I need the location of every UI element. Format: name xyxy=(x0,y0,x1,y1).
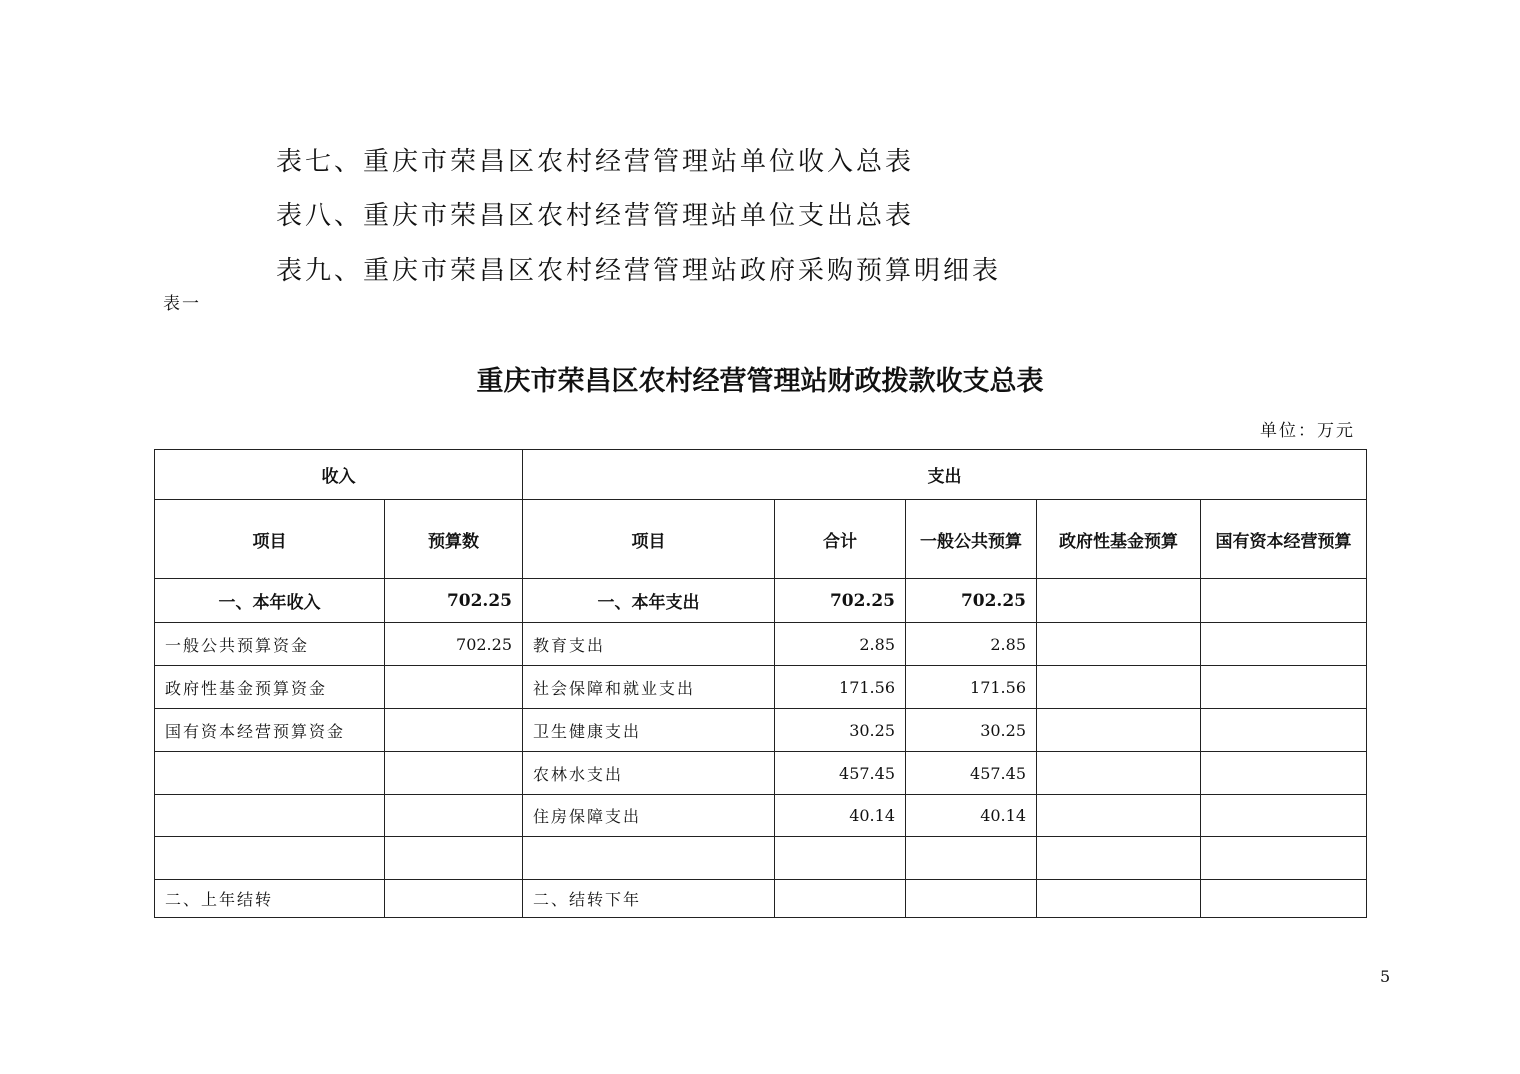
income-group-header: 收入 xyxy=(155,450,523,500)
cell-gov-fund xyxy=(1037,837,1201,880)
table-label: 表一 xyxy=(163,294,201,314)
cell-income-budget: 702.25 xyxy=(385,579,523,623)
cell-income-item xyxy=(155,837,385,880)
cell-expense-item: 住房保障支出 xyxy=(523,795,775,837)
expense-group-header: 支出 xyxy=(523,450,1367,500)
cell-state-capital xyxy=(1201,752,1367,795)
cell-income-budget xyxy=(385,752,523,795)
cell-income-item: 政府性基金预算资金 xyxy=(155,666,385,709)
table-title: 重庆市荣昌区农村经营管理站财政拨款收支总表 xyxy=(476,366,1044,397)
cell-state-capital xyxy=(1201,837,1367,880)
cell-expense-item: 二、结转下年 xyxy=(523,880,775,918)
cell-total xyxy=(775,880,906,918)
cell-income-item xyxy=(155,752,385,795)
table-row xyxy=(155,623,1367,666)
cell-income-item: 二、上年结转 xyxy=(155,880,385,918)
col-header-total: 合计 xyxy=(775,500,906,579)
col-header-income-budget: 预算数 xyxy=(385,500,523,579)
cell-total: 30.25 xyxy=(775,709,906,752)
table-row xyxy=(155,752,1367,795)
cell-general-public: 30.25 xyxy=(906,709,1037,752)
cell-total: 2.85 xyxy=(775,623,906,666)
table-row xyxy=(155,880,1367,918)
cell-gov-fund xyxy=(1037,579,1201,623)
col-header-income-item: 项目 xyxy=(155,500,385,579)
cell-expense-item: 农林水支出 xyxy=(523,752,775,795)
cell-income-budget xyxy=(385,666,523,709)
cell-income-budget xyxy=(385,795,523,837)
cell-income-item: 一、本年收入 xyxy=(155,579,385,623)
table-row xyxy=(155,666,1367,709)
cell-total xyxy=(775,837,906,880)
cell-general-public xyxy=(906,880,1037,918)
cell-income-item xyxy=(155,795,385,837)
cell-state-capital xyxy=(1201,579,1367,623)
cell-general-public: 171.56 xyxy=(906,666,1037,709)
cell-income-item: 一般公共预算资金 xyxy=(155,623,385,666)
cell-income-budget xyxy=(385,709,523,752)
cell-state-capital xyxy=(1201,880,1367,918)
page-number: 5 xyxy=(1380,967,1391,986)
cell-general-public: 2.85 xyxy=(906,623,1037,666)
cell-gov-fund xyxy=(1037,623,1201,666)
cell-income-budget xyxy=(385,880,523,918)
cell-income-budget: 702.25 xyxy=(385,623,523,666)
cell-gov-fund xyxy=(1037,666,1201,709)
intro-list-item: 表八、重庆市荣昌区农村经营管理站单位支出总表 xyxy=(276,201,915,231)
cell-state-capital xyxy=(1201,709,1367,752)
cell-gov-fund xyxy=(1037,795,1201,837)
col-header-state-capital: 国有资本经营预算 xyxy=(1201,500,1367,579)
cell-expense-item: 卫生健康支出 xyxy=(523,709,775,752)
group-header-row xyxy=(155,450,1367,500)
table-row xyxy=(155,579,1367,623)
col-header-expense-item: 项目 xyxy=(523,500,775,579)
intro-list-item: 表七、重庆市荣昌区农村经营管理站单位收入总表 xyxy=(276,147,915,177)
cell-total: 457.45 xyxy=(775,752,906,795)
cell-total: 171.56 xyxy=(775,666,906,709)
cell-gov-fund xyxy=(1037,880,1201,918)
cell-state-capital xyxy=(1201,623,1367,666)
col-header-general-public: 一般公共预算 xyxy=(906,500,1037,579)
col-header-gov-fund: 政府性基金预算 xyxy=(1037,500,1201,579)
cell-state-capital xyxy=(1201,666,1367,709)
table-row xyxy=(155,837,1367,880)
cell-gov-fund xyxy=(1037,752,1201,795)
cell-state-capital xyxy=(1201,795,1367,837)
table-row xyxy=(155,709,1367,752)
cell-general-public: 457.45 xyxy=(906,752,1037,795)
cell-expense-item: 社会保障和就业支出 xyxy=(523,666,775,709)
cell-total: 702.25 xyxy=(775,579,906,623)
cell-income-item: 国有资本经营预算资金 xyxy=(155,709,385,752)
column-header-row xyxy=(155,500,1367,579)
cell-expense-item xyxy=(523,837,775,880)
cell-total: 40.14 xyxy=(775,795,906,837)
cell-gov-fund xyxy=(1037,709,1201,752)
cell-income-budget xyxy=(385,837,523,880)
cell-general-public: 702.25 xyxy=(906,579,1037,623)
budget-table xyxy=(154,449,1367,918)
table-row xyxy=(155,795,1367,837)
cell-general-public xyxy=(906,837,1037,880)
cell-expense-item: 教育支出 xyxy=(523,623,775,666)
intro-list-item: 表九、重庆市荣昌区农村经营管理站政府采购预算明细表 xyxy=(276,256,1002,286)
unit-label: 单位：万元 xyxy=(1260,421,1355,441)
cell-expense-item: 一、本年支出 xyxy=(523,579,775,623)
cell-general-public: 40.14 xyxy=(906,795,1037,837)
